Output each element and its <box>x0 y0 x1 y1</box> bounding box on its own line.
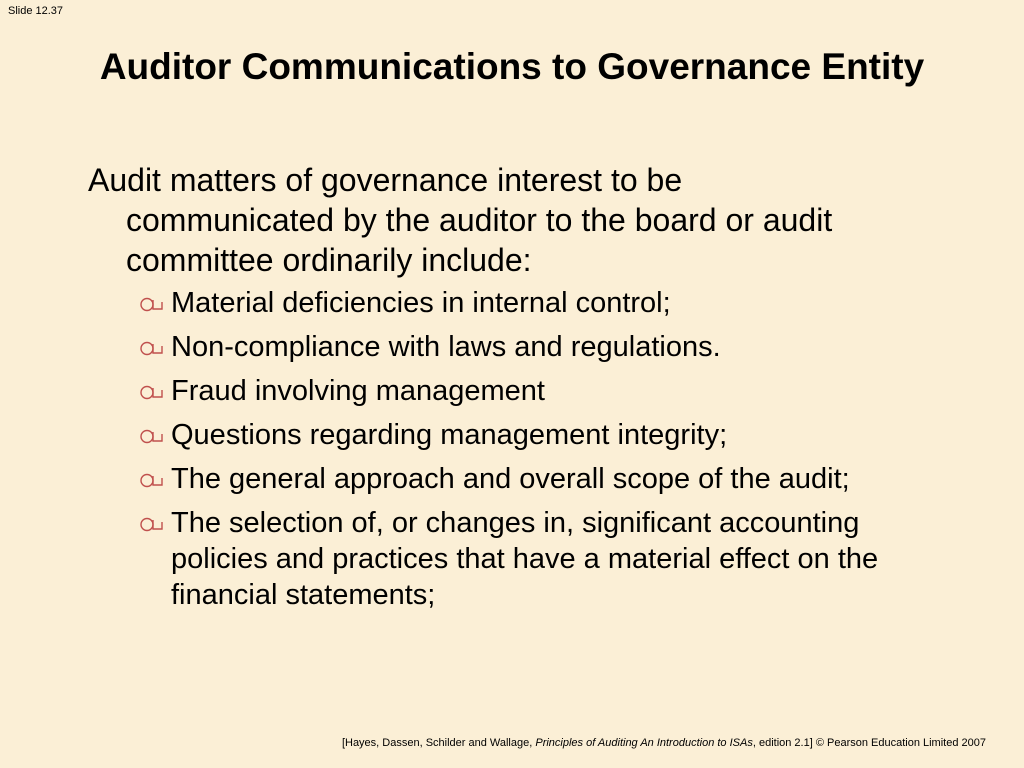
bullet-text: Questions regarding management integrity; <box>171 419 728 451</box>
flag-bullet-icon <box>140 340 164 357</box>
slide-title: Auditor Communications to Governance Entity <box>99 46 925 87</box>
bullet-item <box>88 417 888 453</box>
intro-paragraph: Audit matters of governance interest to be communicated by the auditor to the board or audit committee ordinarily include: <box>88 162 833 278</box>
bullet-item <box>88 505 888 613</box>
slide-body <box>88 160 888 621</box>
bullet-text: Material deficiencies in internal control; <box>171 287 671 319</box>
bullet-text: The selection of, or changes in, significant accounting policies and practices that have a material effect on the financial statements; <box>171 507 879 611</box>
flag-bullet-icon <box>140 428 164 445</box>
slide-number: Slide 12.37 <box>8 5 64 17</box>
bullet-text: Fraud involving management <box>171 375 545 407</box>
footer-citation <box>342 736 986 750</box>
bullet-text: The general approach and overall scope of the audit; <box>171 463 850 495</box>
flag-bullet-icon <box>140 296 164 313</box>
footer-prefix: [Hayes, Dassen, Schilder and Wallage, <box>341 737 536 749</box>
footer-book-title: Principles of Auditing An Introduction to ISAs <box>535 737 753 749</box>
bullet-item <box>88 329 888 365</box>
bullet-item <box>88 285 888 321</box>
flag-bullet-icon <box>140 516 164 533</box>
flag-bullet-icon <box>140 472 164 489</box>
flag-bullet-icon <box>140 384 164 401</box>
bullet-item <box>88 461 888 497</box>
bullet-list <box>88 285 888 613</box>
footer-suffix: , edition 2.1] © Pearson Education Limited 2007 <box>752 737 986 749</box>
bullet-text: Non-compliance with laws and regulations. <box>171 331 721 363</box>
bullet-item <box>88 373 888 409</box>
